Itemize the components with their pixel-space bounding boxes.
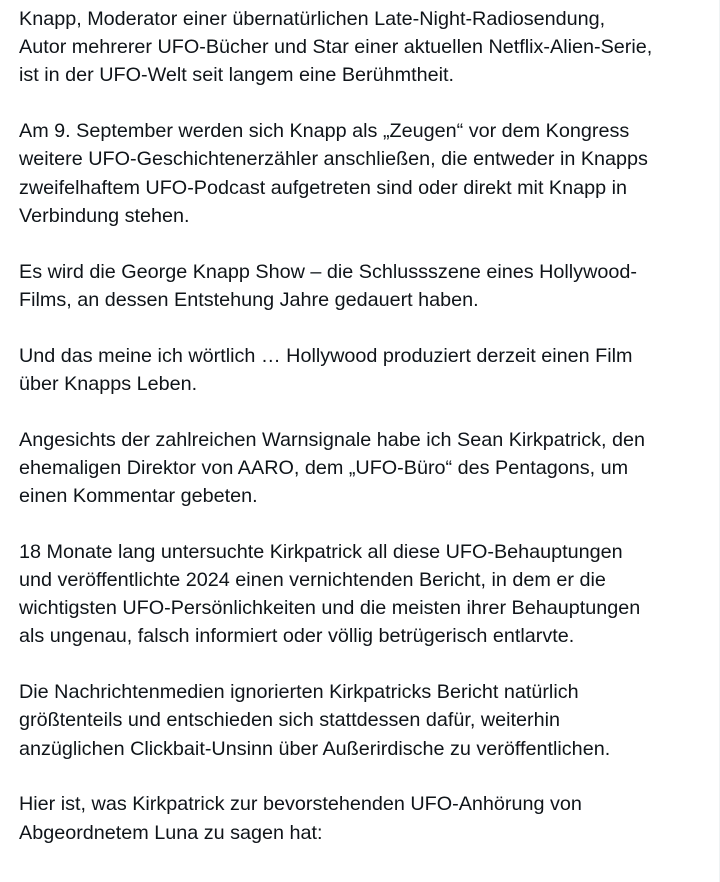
text-line: Hier ist, was Kirkpatrick zur bevorstehenden UFO-Anhörung von bbox=[19, 793, 582, 816]
text-line: Abgeordnetem Luna zu sagen hat: bbox=[19, 821, 323, 844]
post-paragraph bbox=[19, 678, 709, 763]
text-line: Und das meine ich wörtlich … Hollywood produziert derzeit einen Film bbox=[19, 344, 633, 367]
post-paragraph bbox=[19, 342, 709, 398]
post-paragraph bbox=[19, 258, 709, 314]
text-line: anzüglichen Clickbait-Unsinn über Außerirdische zu veröffentlichen. bbox=[19, 737, 611, 760]
post-paragraph bbox=[19, 538, 709, 651]
text-line: Am 9. September werden sich Knapp als „Zeugen“ vor dem Kongress bbox=[19, 120, 630, 143]
post-paragraph bbox=[19, 117, 709, 230]
post-paragraph bbox=[19, 426, 709, 511]
text-line: Verbindung stehen. bbox=[19, 204, 190, 227]
text-line: 18 Monate lang untersuchte Kirkpatrick all diese UFO-Behauptungen bbox=[19, 540, 623, 563]
text-line: ist in der UFO-Welt seit langem eine Berühmtheit. bbox=[19, 64, 454, 87]
text-line: einen Kommentar gebeten. bbox=[19, 485, 258, 508]
text-line: über Knapps Leben. bbox=[19, 372, 198, 395]
text-line: zweifelhaftem UFO-Podcast aufgetreten sind oder direkt mit Knapp in bbox=[19, 176, 628, 199]
text-line: ehemaligen Direktor von AARO, dem „UFO-Büro“ des Pentagons, um bbox=[19, 456, 629, 479]
text-line: Autor mehrerer UFO-Bücher und Star einer aktuellen Netflix-Alien-Serie, bbox=[19, 36, 653, 59]
post-paragraph bbox=[19, 790, 709, 846]
text-line: Angesichts der zahlreichen Warnsignale habe ich Sean Kirkpatrick, den bbox=[19, 428, 646, 451]
text-line: und veröffentlichte 2024 einen vernichtenden Bericht, in dem er die bbox=[19, 569, 606, 592]
text-line: Films, an dessen Entstehung Jahre gedauert haben. bbox=[19, 288, 479, 311]
text-line: Es wird die George Knapp Show – die Schlussszene eines Hollywood- bbox=[19, 260, 637, 283]
text-line: Die Nachrichtenmedien ignorierten Kirkpatricks Bericht natürlich bbox=[19, 681, 579, 704]
text-line: größtenteils und entschieden sich stattdessen dafür, weiterhin bbox=[19, 709, 561, 732]
text-line: weitere UFO-Geschichtenerzähler anschließen, die entweder in Knapps bbox=[19, 148, 648, 171]
text-line: wichtigsten UFO-Persönlichkeiten und die meisten ihrer Behauptungen bbox=[19, 597, 641, 620]
post-paragraph bbox=[19, 5, 709, 90]
text-line: Knapp, Moderator einer übernatürlichen Late-Night-Radiosendung, bbox=[19, 8, 606, 30]
text-line: als ungenau, falsch informiert oder völlig betrügerisch entlarvte. bbox=[19, 625, 575, 648]
